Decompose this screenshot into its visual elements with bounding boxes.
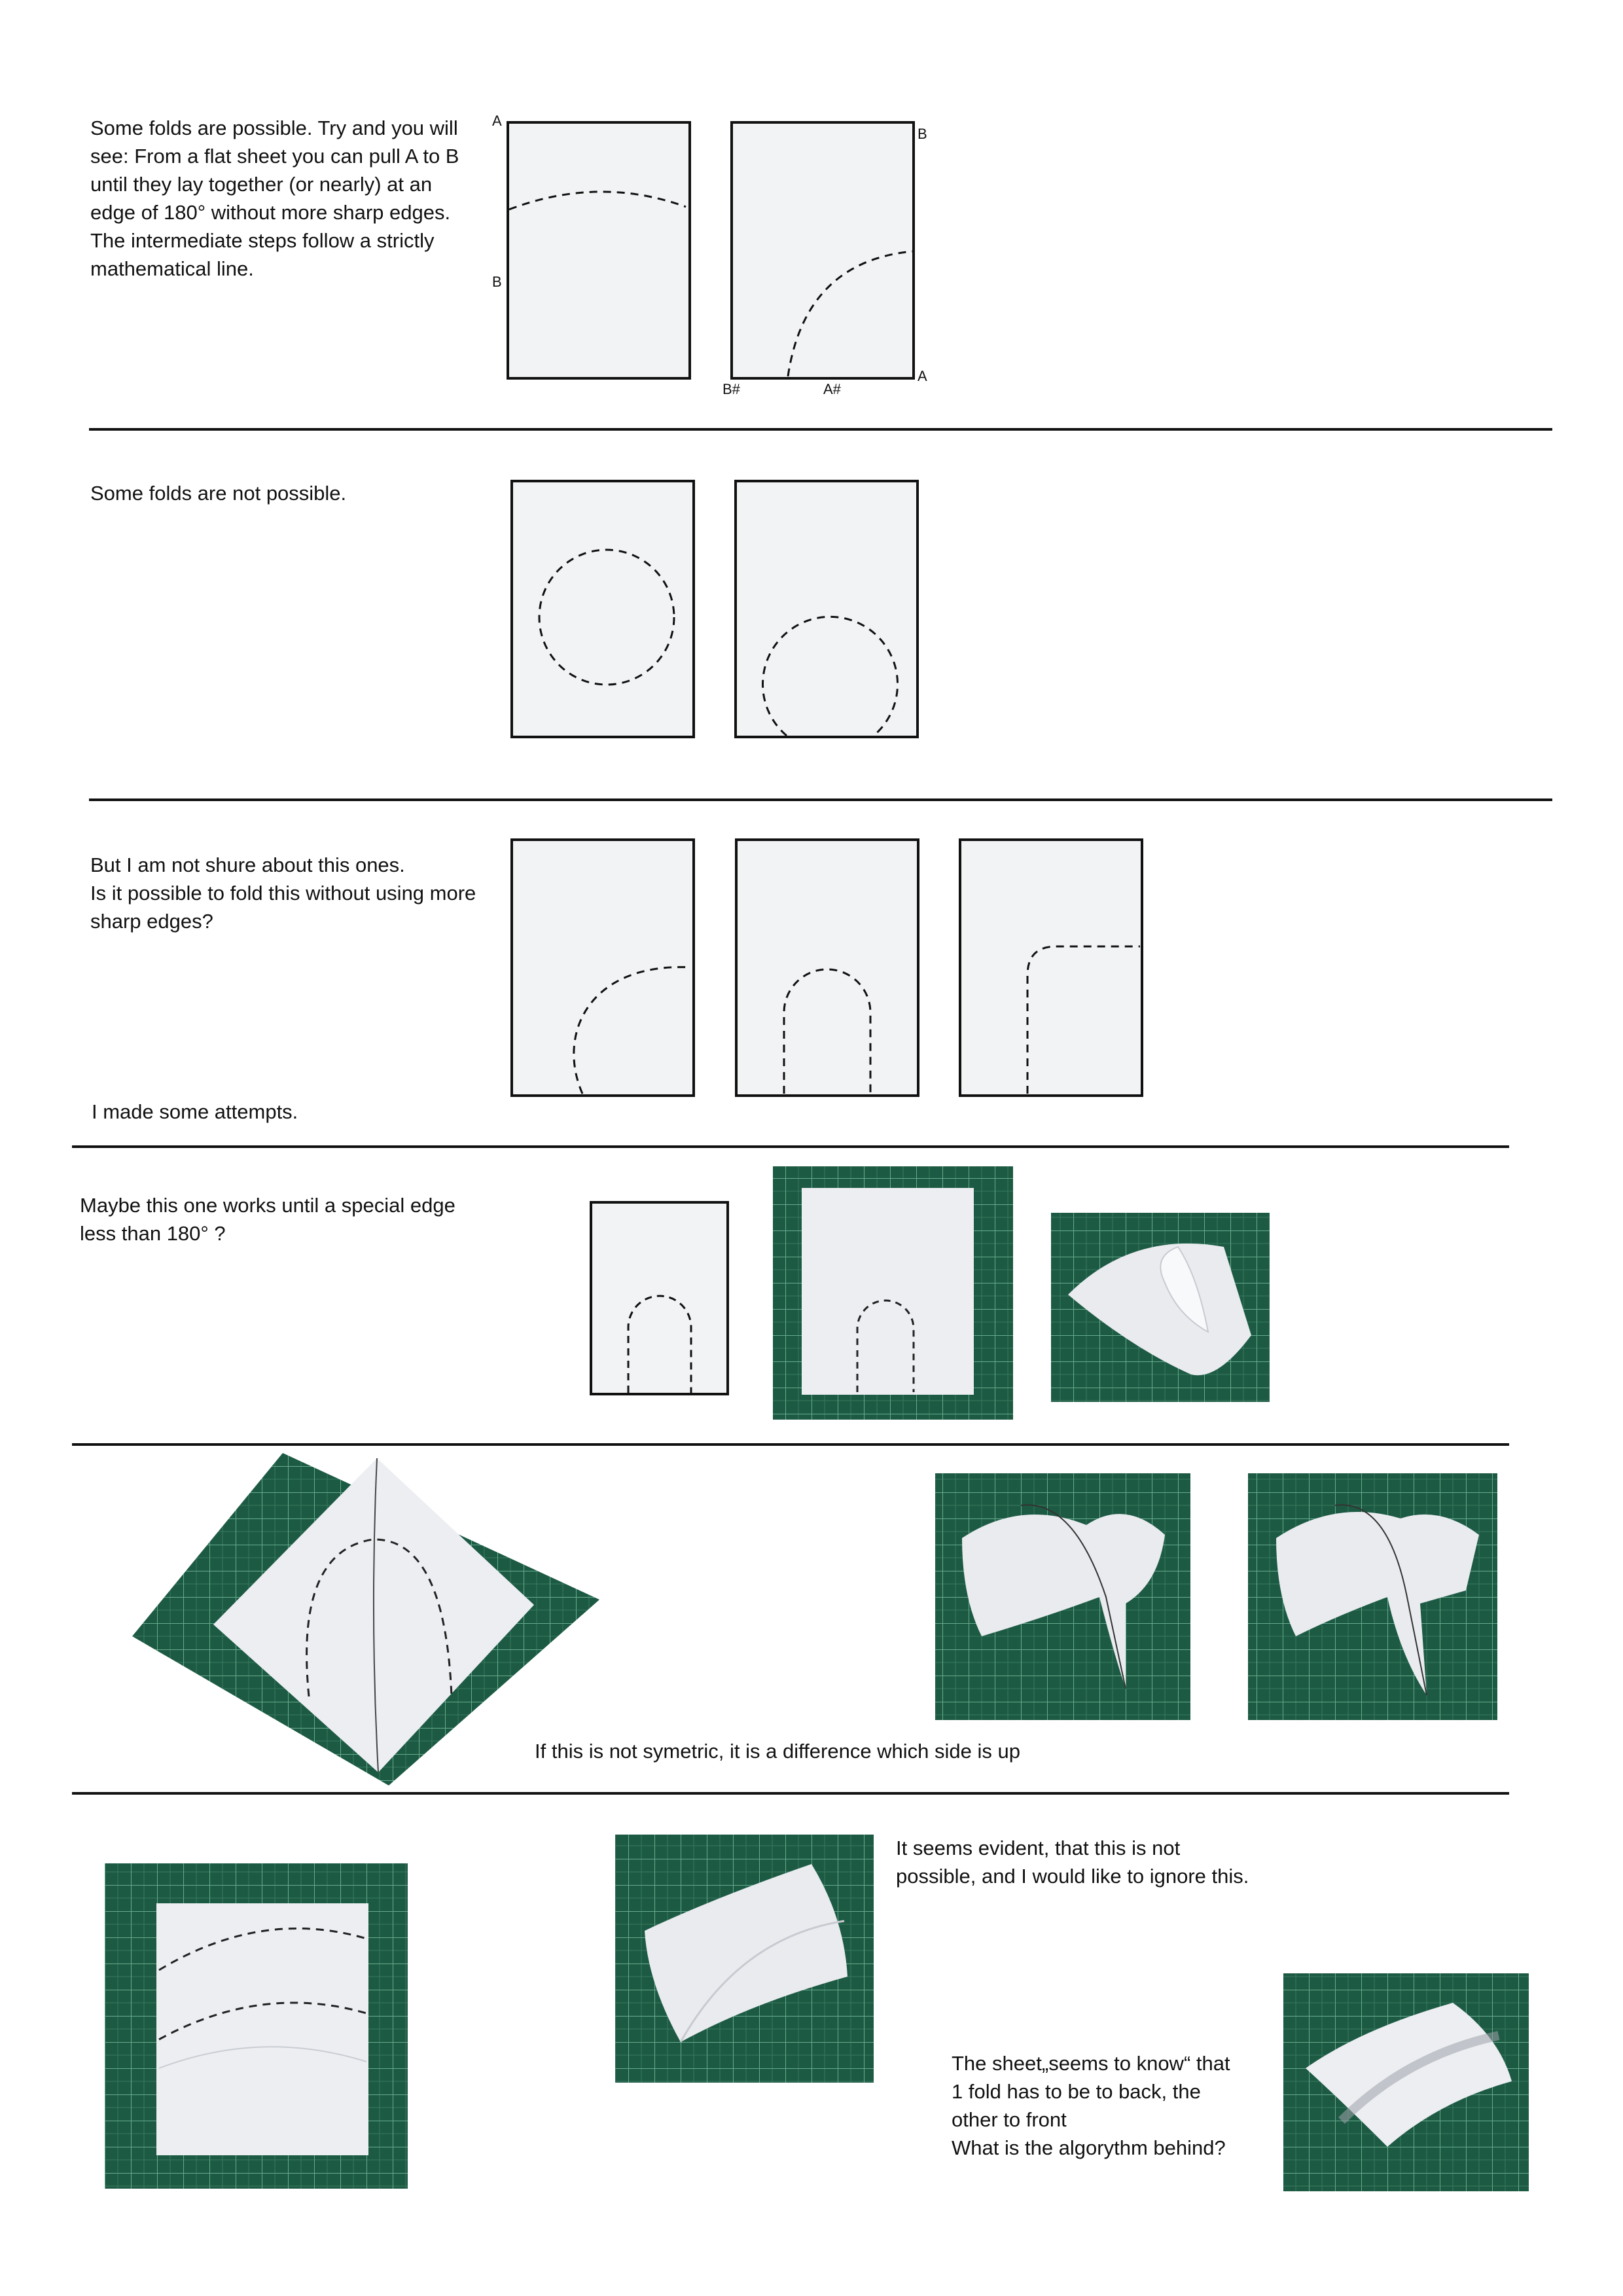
section4-text: Maybe this one works until a special edge less than 180° ? [80, 1194, 455, 1245]
diagram-quarter-curve-fold [512, 840, 694, 1096]
section3-note: I made some attempts. [92, 1100, 298, 1123]
photo-flat-sheet-u-shape [773, 1166, 1013, 1420]
photo-folded-u-attempt [1051, 1213, 1270, 1402]
diagram-half-circle-bottom-fold [736, 481, 918, 737]
label-b-top-right: B [918, 126, 927, 142]
diagram-fold-horizontal-arc [508, 122, 690, 378]
divider-1 [89, 428, 1552, 431]
label-b-left: B [492, 274, 502, 290]
section5-caption: If this is not symetric, it is a difference which side is up [535, 1740, 1021, 1763]
diagram-u-shape-small [591, 1202, 728, 1394]
photo-two-arcs-flat [105, 1863, 408, 2189]
photo-two-arcs-fold-attempt [615, 1835, 874, 2083]
section6-text-top: It seems evident, that this is not possible, and I would like to ignore this. [896, 1837, 1249, 1888]
label-b-hash: B# [722, 381, 740, 397]
section2-text: Some folds are not possible. [90, 482, 347, 505]
section6-text-bottom: The sheet„seems to know“ that 1 fold has to be to back, the other to front What is the algorythm behind? [952, 2052, 1230, 2159]
divider-4 [72, 1443, 1509, 1446]
section1-text: Some folds are possible. Try and you will see: From a flat sheet you can pull A to B until they lay together (or nearly) at an edge of 180° without more sharp edges. The intermediate steps follow a strictly mathematical line. [90, 117, 459, 280]
label-a-hash: A# [823, 381, 841, 397]
label-a-bottom-right: A [918, 368, 927, 384]
section3-text: But I am not shure about this ones. Is it possible to fold this without using more sharp edges? [90, 853, 476, 933]
diagram-rounded-corner-fold [960, 840, 1142, 1096]
diagram-u-shape-fold [736, 840, 918, 1096]
divider-3 [72, 1145, 1509, 1148]
photo-folded-asymmetric-back [1248, 1473, 1497, 1720]
divider-2 [89, 798, 1552, 801]
photo-saddle-fold [1283, 1973, 1529, 2191]
divider-5 [72, 1792, 1509, 1795]
diagram-fold-corner-arc [732, 122, 914, 378]
diagram-circle-fold [512, 481, 694, 737]
label-a-top-left: A [492, 113, 502, 129]
photo-folded-asymmetric-front [935, 1473, 1190, 1720]
photo-diamond-sheet [132, 1453, 599, 1785]
